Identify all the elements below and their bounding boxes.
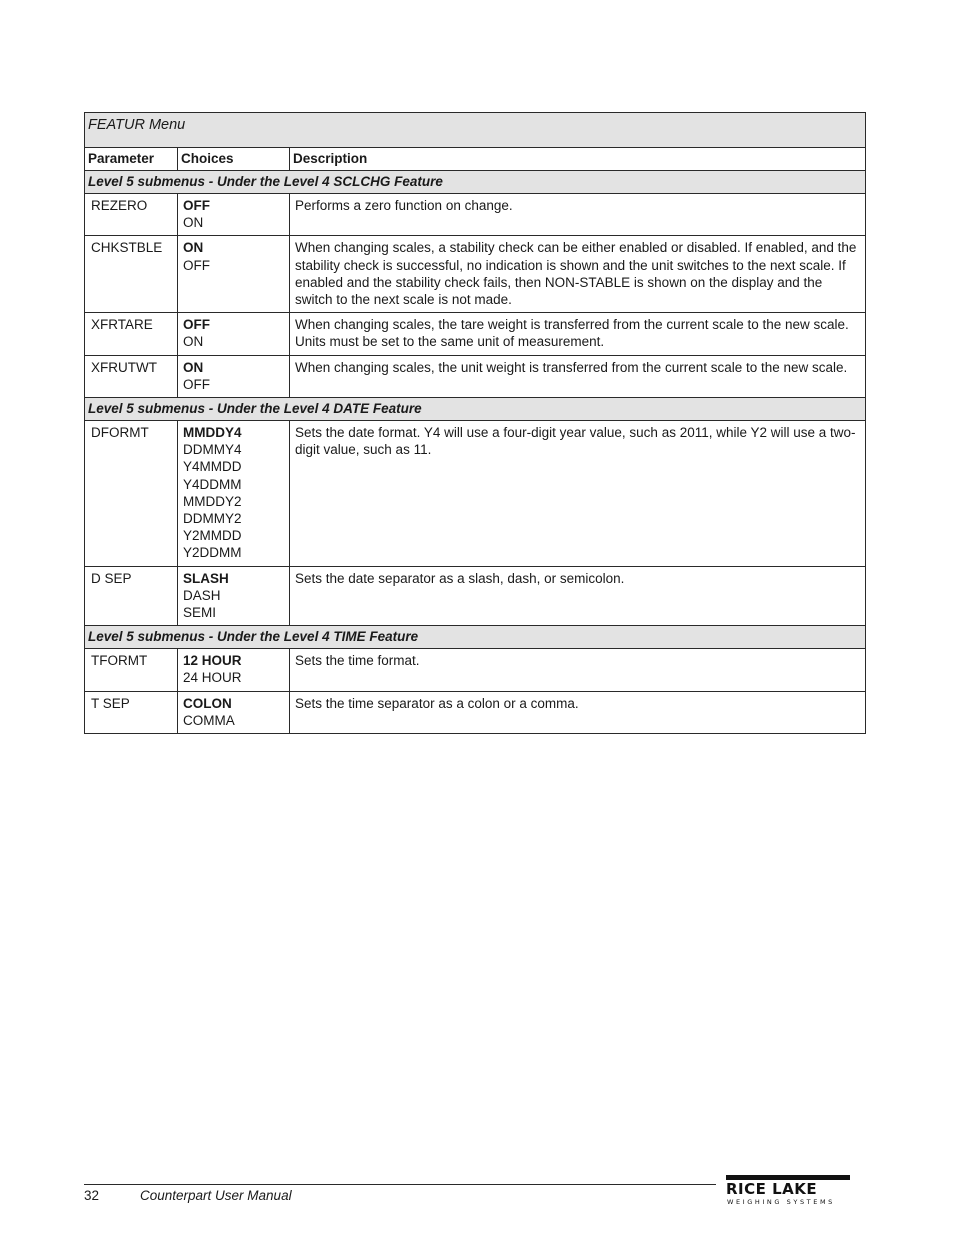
choice-option: DDMMY2 xyxy=(183,511,242,527)
table-row xyxy=(85,691,866,733)
description-cell: When changing scales, a stability check can be either enabled or disabled. If enabled, and the stability check is successful, no indication is shown and the unit switches to the next scale. If enabled and the stability check fails, then NON-STABLE is shown on the display and the switch to the next scale is not made. xyxy=(290,236,866,313)
choice-option: ON xyxy=(183,215,204,231)
column-header-row xyxy=(85,148,866,171)
manual-title: Counterpart User Manual xyxy=(140,1188,292,1203)
default-choice: COLON xyxy=(183,695,232,711)
table-row xyxy=(85,355,866,397)
section-label: Level 5 submenus - Under the Level 4 TIME Feature xyxy=(85,626,866,649)
choices-cell xyxy=(178,355,290,397)
table-title-row xyxy=(85,113,866,148)
choice-option: MMDDY2 xyxy=(183,493,242,509)
description-cell: Sets the time separator as a colon or a comma. xyxy=(290,691,866,733)
choice-option: SEMI xyxy=(183,605,217,621)
parameter-cell xyxy=(85,313,178,355)
description-cell: When changing scales, the tare weight is transferred from the current scale to the new scale. Units must be set to the same unit of measurement. xyxy=(290,313,866,355)
description-cell: Performs a zero function on change. xyxy=(290,194,866,236)
parameter-cell xyxy=(85,236,178,313)
parameter-cell xyxy=(85,194,178,236)
default-choice: ON xyxy=(183,240,204,256)
table-title: FEATUR Menu xyxy=(85,113,866,148)
choices-cell xyxy=(178,649,290,691)
choice-option: ON xyxy=(183,334,204,350)
table-row xyxy=(85,313,866,355)
choice-option: COMMA xyxy=(183,712,235,728)
section-row xyxy=(85,398,866,421)
table-row xyxy=(85,649,866,691)
description-cell: Sets the time format. xyxy=(290,649,866,691)
description-cell: When changing scales, the unit weight is transferred from the current scale to the new scale. xyxy=(290,355,866,397)
choice-option: OFF xyxy=(183,257,210,273)
choice-option: Y4MMDD xyxy=(183,459,242,475)
default-choice: SLASH xyxy=(183,570,229,586)
table-row xyxy=(85,236,866,313)
section-row xyxy=(85,626,866,649)
choice-option: Y2MMDD xyxy=(183,528,242,544)
parameter-cell xyxy=(85,649,178,691)
parameter-name: TFORMT xyxy=(91,653,148,669)
table-row xyxy=(85,566,866,626)
default-choice: 12 HOUR xyxy=(183,653,242,669)
default-choice: OFF xyxy=(183,317,210,333)
default-choice: OFF xyxy=(183,198,210,213)
section-row xyxy=(85,171,866,194)
parameter-cell xyxy=(85,355,178,397)
choices-cell xyxy=(178,194,290,236)
logo-text: RICE LAKE xyxy=(726,1180,818,1198)
choices-cell xyxy=(178,313,290,355)
section-label: Level 5 submenus - Under the Level 4 DATE Feature xyxy=(85,398,866,421)
parameter-name: DFORMT xyxy=(91,425,149,441)
choice-option: Y2DDMM xyxy=(183,545,242,561)
parameter-name: XFRUTWT xyxy=(91,359,157,375)
parameter-name: CHKSTBLE xyxy=(91,240,163,256)
footer-rule xyxy=(84,1184,716,1185)
table-body xyxy=(85,171,866,734)
parameter-cell xyxy=(85,566,178,626)
choice-option: DASH xyxy=(183,587,221,603)
logo-subtext: WEIGHING SYSTEMS xyxy=(727,1198,835,1206)
parameter-name: XFRTARE xyxy=(91,317,153,333)
table-row xyxy=(85,194,866,236)
choices-cell xyxy=(178,691,290,733)
description-cell: Sets the date format. Y4 will use a four-digit year value, such as 2011, while Y2 will use a two-digit value, such as 11. xyxy=(290,421,866,567)
rice-lake-logo xyxy=(724,1174,854,1208)
choice-option: Y4DDMM xyxy=(183,476,242,492)
column-header-description: Description xyxy=(290,148,866,171)
parameter-name: D SEP xyxy=(91,570,132,586)
column-header-parameter: Parameter xyxy=(85,148,178,171)
choice-option: 24 HOUR xyxy=(183,670,242,686)
section-label: Level 5 submenus - Under the Level 4 SCLCHG Feature xyxy=(85,171,866,194)
description-cell: Sets the date separator as a slash, dash, or semicolon. xyxy=(290,566,866,626)
page-number: 32 xyxy=(84,1188,100,1203)
choice-option: DDMMY4 xyxy=(183,442,242,458)
column-header-choices: Choices xyxy=(178,148,290,171)
parameter-cell xyxy=(85,691,178,733)
default-choice: MMDDY4 xyxy=(183,425,242,441)
table-row xyxy=(85,421,866,567)
choices-cell xyxy=(178,421,290,567)
default-choice: ON xyxy=(183,359,204,375)
featur-menu-table xyxy=(84,112,866,734)
choice-option: OFF xyxy=(183,376,210,392)
parameter-name: REZERO xyxy=(91,198,148,213)
choices-cell xyxy=(178,566,290,626)
parameter-cell xyxy=(85,421,178,567)
choices-cell xyxy=(178,236,290,313)
parameter-name: T SEP xyxy=(91,695,130,711)
